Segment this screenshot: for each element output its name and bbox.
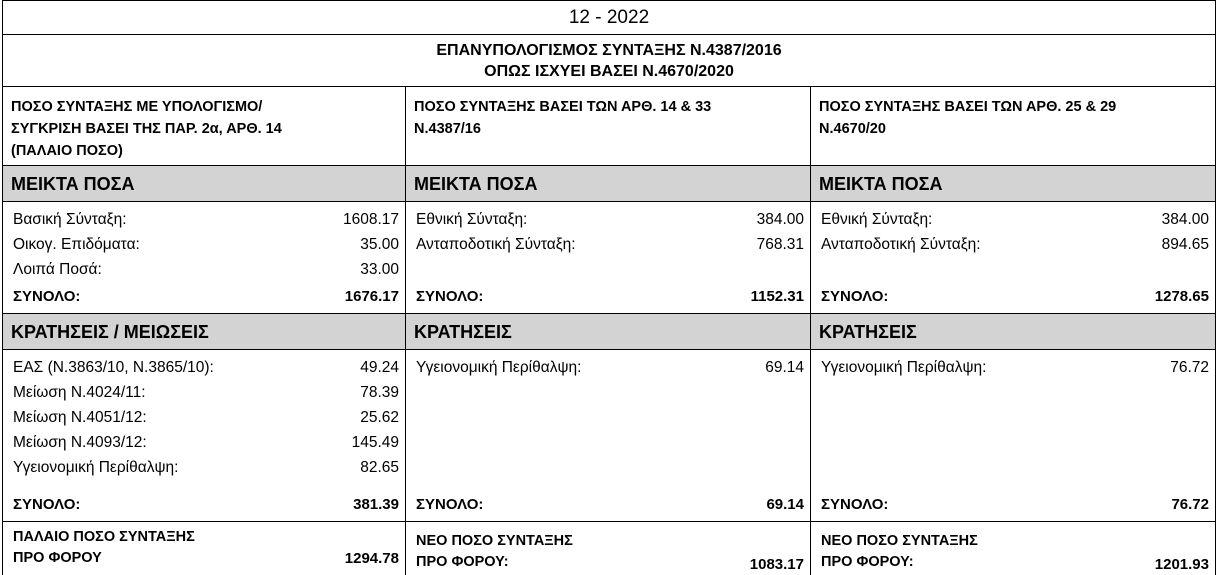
row-value: 78.39: [360, 384, 399, 401]
column-old-amount: [2, 87, 405, 575]
row-label: Υγειονομική Περίθαλψη:: [821, 359, 987, 376]
gross-band: ΜΕΙΚΤΑ ΠΟΣΑ: [406, 166, 810, 202]
deduction-row: [3, 380, 405, 405]
row-value: 768.31: [756, 236, 804, 253]
deduction-row: [406, 355, 810, 380]
header-line: ΠΟΣΟ ΣΥΝΤΑΞΗΣ ΒΑΣΕΙ ΤΩΝ ΑΡΘ. 14 & 33: [414, 99, 712, 115]
deductions-total-row: [406, 495, 810, 515]
final-label-line-1: ΠΑΛΑΙΟ ΠΟΣΟ ΣΥΝΤΑΞΗΣ: [13, 529, 195, 545]
deduction-row: [3, 430, 405, 455]
final-amount: [3, 522, 405, 575]
deduction-row: [3, 355, 405, 380]
gross-total-row: [3, 287, 405, 307]
deductions-block: [811, 350, 1215, 522]
final-value: 1083.17: [749, 556, 804, 573]
row-value: 894.65: [1161, 236, 1209, 253]
total-value: 1278.65: [1154, 288, 1209, 305]
row-label: Υγειονομική Περίθαλψη:: [13, 459, 179, 476]
row-label: Εθνική Σύνταξη:: [821, 211, 933, 228]
header-line: ΠΟΣΟ ΣΥΝΤΑΞΗΣ ΒΑΣΕΙ ΤΩΝ ΑΡΘ. 25 & 29: [819, 99, 1117, 115]
total-label: ΣΥΝΟΛΟ:: [821, 496, 889, 513]
gross-row: [811, 232, 1215, 257]
total-value: 381.39: [353, 496, 399, 513]
row-label: Μείωση Ν.4024/11:: [13, 384, 146, 401]
row-label: Μείωση Ν.4093/12:: [13, 434, 147, 451]
gross-block: [811, 202, 1215, 314]
gross-total-row: [811, 287, 1215, 307]
columns: [2, 87, 1216, 575]
gross-row: [3, 232, 405, 257]
column-new-amount-4670: [810, 87, 1216, 575]
header-line: ΣΥΓΚΡΙΣΗ ΒΑΣΕΙ ΤΗΣ ΠΑΡ. 2α, ΑΡΘ. 14: [11, 121, 282, 137]
row-value: 1608.17: [342, 211, 399, 228]
row-value: 384.00: [1161, 211, 1209, 228]
row-value: 33.00: [360, 261, 399, 278]
header-line: Ν.4387/16: [414, 121, 481, 137]
gross-band: ΜΕΙΚΤΑ ΠΟΣΑ: [811, 166, 1215, 202]
final-label-line-2: ΠΡΟ ΦΟΡΟΥ:: [416, 554, 509, 570]
header-line: (ΠΑΛΑΙΟ ΠΟΣΟ): [11, 143, 123, 159]
gross-block: [3, 202, 405, 314]
total-value: 76.72: [1171, 496, 1209, 513]
row-value: 35.00: [360, 236, 399, 253]
column-header: [3, 87, 405, 166]
total-value: 1152.31: [750, 288, 804, 305]
title-line-2: ΟΠΩΣ ΙΣΧΥΕΙ ΒΑΣΕΙ Ν.4670/2020: [484, 63, 734, 80]
gross-row: [406, 207, 810, 232]
row-label: Ανταποδοτική Σύνταξη:: [416, 236, 576, 253]
row-value: 69.14: [765, 359, 804, 376]
period-header: 12 - 2022: [2, 0, 1216, 35]
deductions-band: ΚΡΑΤΗΣΕΙΣ / ΜΕΙΩΣΕΙΣ: [3, 314, 405, 350]
row-label: Λοιπά Ποσά:: [13, 261, 102, 278]
row-value: 145.49: [351, 434, 399, 451]
final-label-line-2: ΠΡΟ ΦΟΡΟΥ: [13, 550, 102, 566]
pension-statement: [2, 0, 1216, 575]
final-amount: [406, 522, 810, 575]
final-value: 1201.93: [1154, 556, 1209, 573]
deductions-total-row: [3, 495, 405, 515]
gross-row: [3, 207, 405, 232]
statement-title: [2, 35, 1216, 87]
total-label: ΣΥΝΟΛΟ:: [13, 288, 81, 305]
gross-row: [811, 207, 1215, 232]
final-amount: [811, 522, 1215, 575]
row-value: 82.65: [360, 459, 399, 476]
gross-row: [406, 232, 810, 257]
row-label: Εθνική Σύνταξη:: [416, 211, 528, 228]
row-label: Βασική Σύνταξη:: [13, 211, 127, 228]
final-label-line-1: ΝΕΟ ΠΟΣΟ ΣΥΝΤΑΞΗΣ: [416, 533, 573, 549]
row-label: Μείωση Ν.4051/12:: [13, 409, 147, 426]
final-label-line-1: ΝΕΟ ΠΟΣΟ ΣΥΝΤΑΞΗΣ: [821, 533, 978, 549]
gross-block: [406, 202, 810, 314]
row-value: 384.00: [756, 211, 804, 228]
row-value: 25.62: [360, 409, 399, 426]
column-header: [811, 87, 1215, 166]
row-label: ΕΑΣ (Ν.3863/10, Ν.3865/10):: [13, 359, 214, 376]
gross-total-row: [406, 287, 810, 307]
deductions-band: ΚΡΑΤΗΣΕΙΣ: [811, 314, 1215, 350]
total-label: ΣΥΝΟΛΟ:: [416, 496, 484, 513]
deductions-total-row: [811, 495, 1215, 515]
deductions-band: ΚΡΑΤΗΣΕΙΣ: [406, 314, 810, 350]
final-label-line-2: ΠΡΟ ΦΟΡΟΥ:: [821, 554, 914, 570]
row-value: 76.72: [1170, 359, 1209, 376]
title-line-1: ΕΠΑΝΥΠΟΛΟΓΙΣΜΟΣ ΣΥΝΤΑΞΗΣ Ν.4387/2016: [436, 42, 782, 59]
column-new-amount-4387: [405, 87, 810, 575]
deduction-row: [811, 355, 1215, 380]
header-line: ΠΟΣΟ ΣΥΝΤΑΞΗΣ ΜΕ ΥΠΟΛΟΓΙΣΜΟ/: [11, 99, 263, 115]
total-label: ΣΥΝΟΛΟ:: [13, 496, 81, 513]
row-label: Ανταποδοτική Σύνταξη:: [821, 236, 981, 253]
gross-row: [3, 257, 405, 282]
total-label: ΣΥΝΟΛΟ:: [416, 288, 484, 305]
gross-band: ΜΕΙΚΤΑ ΠΟΣΑ: [3, 166, 405, 202]
deductions-block: [406, 350, 810, 522]
total-value: 1676.17: [344, 288, 399, 305]
column-header: [406, 87, 810, 166]
row-label: Οικογ. Επιδόματα:: [13, 236, 140, 253]
header-line: Ν.4670/20: [819, 121, 886, 137]
row-value: 49.24: [360, 359, 399, 376]
row-label: Υγειονομική Περίθαλψη:: [416, 359, 582, 376]
final-value: 1294.78: [344, 550, 399, 567]
deduction-row: [3, 455, 405, 480]
total-label: ΣΥΝΟΛΟ:: [821, 288, 889, 305]
total-value: 69.14: [766, 496, 804, 513]
deduction-row: [3, 405, 405, 430]
deductions-block: [3, 350, 405, 522]
